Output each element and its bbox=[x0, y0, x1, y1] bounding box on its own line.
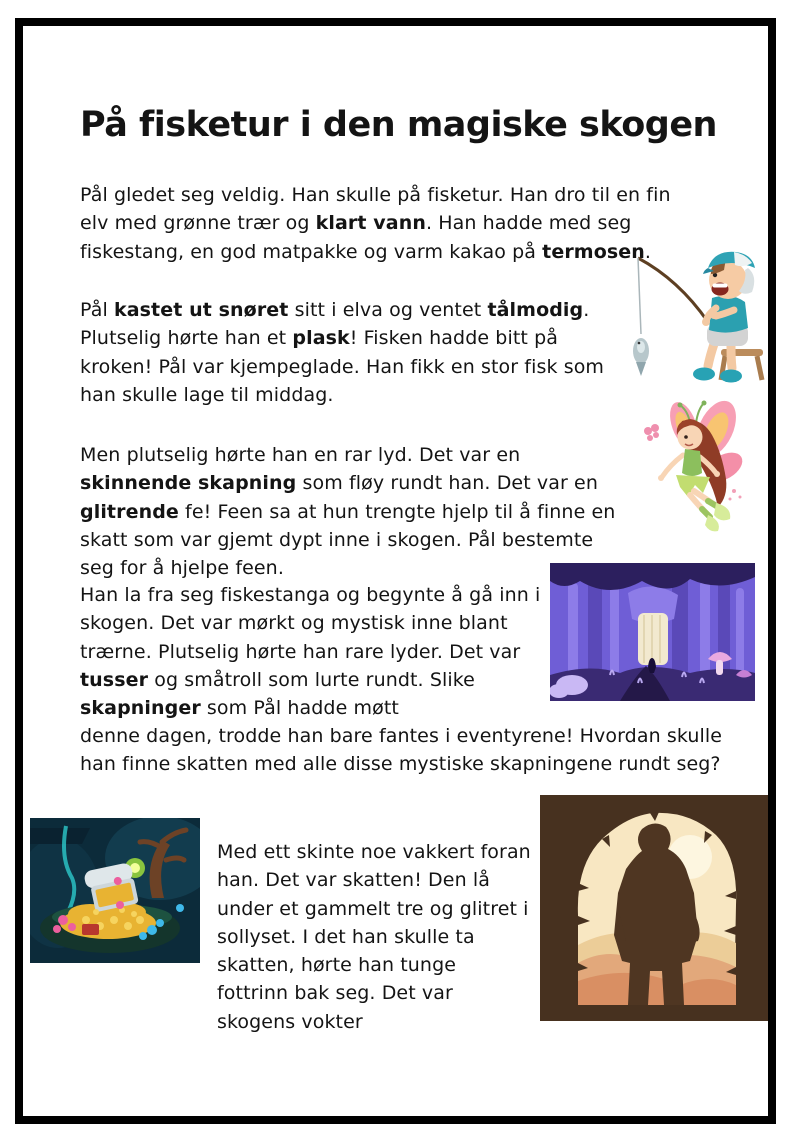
boy-fishing-illustration bbox=[628, 248, 768, 393]
treasure-illustration bbox=[30, 818, 200, 963]
paragraph-fishing: Pål kastet ut snøret sitt i elva og ventet tålmodig. Plutselig hørte han et plask! Fisken hadde bitt på kroken! Pål var kjempeglade. Han fikk en stor fisk som han skulle lage til middag. bbox=[80, 299, 605, 406]
page-title: På fisketur i den magiske skogen bbox=[80, 105, 717, 146]
boy-fishing-icon bbox=[628, 248, 768, 393]
forest-guardian-icon bbox=[540, 795, 768, 1021]
bigfoot-illustration bbox=[540, 795, 768, 1021]
paragraph-fairy: Men plutselig hørte han en rar lyd. Det var en skinnende skapning som fløy rundt han. Det var en glitrende fe! Feen sa at hun trengte hjelp til å finne en skatt som var gjemt dypt inne i skogen. Pål bestemte seg for å hjelpe feen. bbox=[80, 444, 616, 580]
purple-forest-illustration bbox=[550, 563, 755, 701]
paragraph-treasure: Med ett skinte noe vakkert foran han. Det var skatten! Den lå under et gammelt tre og glitret i sollyset. I det han skulle ta skatten, hørte han tunge fottrinn bak seg. Det var skogens vokter bbox=[217, 841, 531, 1033]
fairy-illustration bbox=[630, 395, 758, 550]
paragraph-forest-continued: denne dagen, trodde han bare fantes i eventyrene! Hvordan skulle han finne skatten med alle disse mystiske skapningene rundt seg? bbox=[80, 725, 723, 776]
treasure-chest-icon bbox=[30, 818, 200, 963]
magic-forest-icon bbox=[550, 563, 755, 701]
paragraph-forest: Han la fra seg fiskestanga og begynte å gå inn i skogen. Det var mørkt og mystisk inne blant trærne. Plutselig hørte han rare lyder. Det var tusser og småtroll som lurte rundt. Slike skapninger som Pål hadde møtt bbox=[80, 584, 541, 720]
paragraph-intro: Pål gledet seg veldig. Han skulle på fisketur. Han dro til en fin elv med grønne trær og klart vann. Han hadde med seg fiskestang, en god matpakke og varm kakao på termosen. bbox=[80, 184, 671, 263]
fairy-icon bbox=[630, 395, 758, 550]
